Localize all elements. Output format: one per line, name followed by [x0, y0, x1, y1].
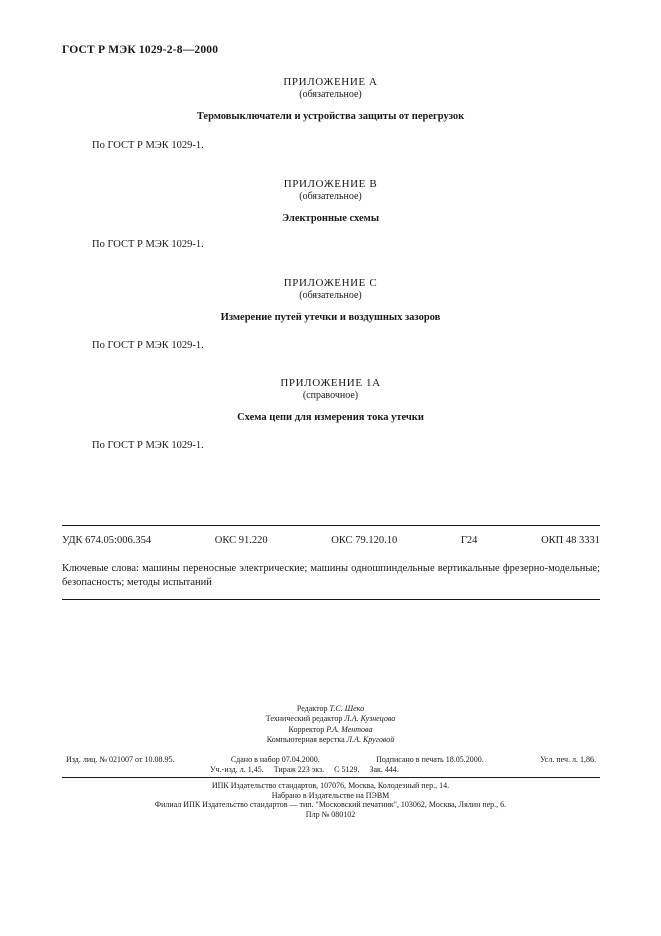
edition-sheets: Уч.-изд. л. 1,45.	[210, 765, 264, 774]
credit-name: Л.А. Кузнецова	[344, 714, 396, 723]
credit-label: Технический редактор	[265, 714, 343, 723]
annex-c	[0, 277, 661, 324]
credit-name: Т.С. Шеко	[329, 704, 365, 713]
group-code: Г24	[460, 535, 478, 546]
credit-label: Редактор	[296, 704, 328, 713]
annex-a-text: По ГОСТ Р МЭК 1029-1.	[92, 140, 204, 151]
annex-c-text: По ГОСТ Р МЭК 1029-1.	[92, 340, 204, 351]
credit-name: Л.А. Круговой	[346, 735, 395, 744]
annex-a	[0, 76, 661, 123]
credit-tech-editor	[0, 714, 661, 724]
publishing-row-1	[66, 755, 596, 765]
annex-heading: Электронные схемы	[281, 213, 380, 224]
annex-1a-text: По ГОСТ Р МЭК 1029-1.	[92, 440, 204, 451]
print-sheets: Усл. печ. л. 1,86.	[540, 755, 596, 764]
annex-title: ПРИЛОЖЕНИЕ А	[283, 76, 378, 88]
annex-title: ПРИЛОЖЕНИЕ С	[283, 277, 378, 289]
footer-line-4: Плр № 080102	[305, 810, 356, 819]
print-run: Тираж 223 экз.	[273, 765, 325, 774]
footer-line-1: ИПК Издательство стандартов, 107076, Москва, Колодезный пер., 14.	[211, 781, 450, 790]
footer-divider	[62, 777, 600, 778]
annex-title: ПРИЛОЖЕНИЕ В	[283, 178, 378, 190]
divider-top	[62, 525, 600, 526]
annex-title: ПРИЛОЖЕНИЕ 1А	[280, 377, 381, 389]
annex-status: (справочное)	[302, 390, 359, 401]
footer-line-3: Филиал ИПК Издательство стандартов — тип. "Московский печатник", 103062, Москва, Лялин пер., 6.	[154, 800, 507, 809]
annex-heading: Схема цепи для измерения тока утечки	[237, 412, 424, 423]
classification-row	[62, 535, 600, 546]
order-number: Зак. 444.	[369, 765, 399, 774]
set-date: Сдано в набор 07.04.2000.	[230, 755, 320, 764]
udk-code: УДК 674.05:006.354	[62, 535, 152, 546]
credit-editor	[0, 704, 661, 714]
divider-bottom	[62, 599, 600, 600]
keywords: Ключевые слова: машины переносные электрические; машины одношпиндельные вертикальные фрезерно-модельные; безопасность; методы испытаний	[62, 563, 600, 588]
annex-status: (обязательное)	[299, 290, 362, 301]
credit-name: Р.А. Ментова	[326, 725, 373, 734]
credit-label: Корректор	[288, 725, 325, 734]
credit-corrector	[0, 725, 661, 735]
annex-status: (обязательное)	[299, 89, 362, 100]
annex-heading: Термовыключатели и устройства защиты от перегрузок	[196, 111, 465, 122]
oks-code-2: ОКС 79.120.10	[331, 535, 398, 546]
c-number: С 5129.	[334, 765, 360, 774]
document-number: ГОСТ Р МЭК 1029-2-8—2000	[62, 44, 219, 56]
license: Изд. лиц. № 021007 от 10.08.95.	[66, 755, 175, 764]
oks-code-1: ОКС 91.220	[214, 535, 268, 546]
publishing-row-2	[210, 765, 399, 775]
footer-line-2: Набрано в Издательстве на ПЭВМ	[271, 791, 390, 800]
annex-b-text: По ГОСТ Р МЭК 1029-1.	[92, 239, 204, 250]
annex-1a	[0, 377, 661, 424]
annex-b	[0, 178, 661, 225]
credit-layout	[0, 735, 661, 745]
credit-label: Компьютерная верстка	[266, 735, 345, 744]
okp-code: ОКП 48 3331	[541, 535, 600, 546]
annex-heading: Измерение путей утечки и воздушных зазоров	[220, 312, 441, 323]
signed-date: Подписано в печать 18.05.2000.	[376, 755, 484, 764]
annex-status: (обязательное)	[299, 191, 362, 202]
